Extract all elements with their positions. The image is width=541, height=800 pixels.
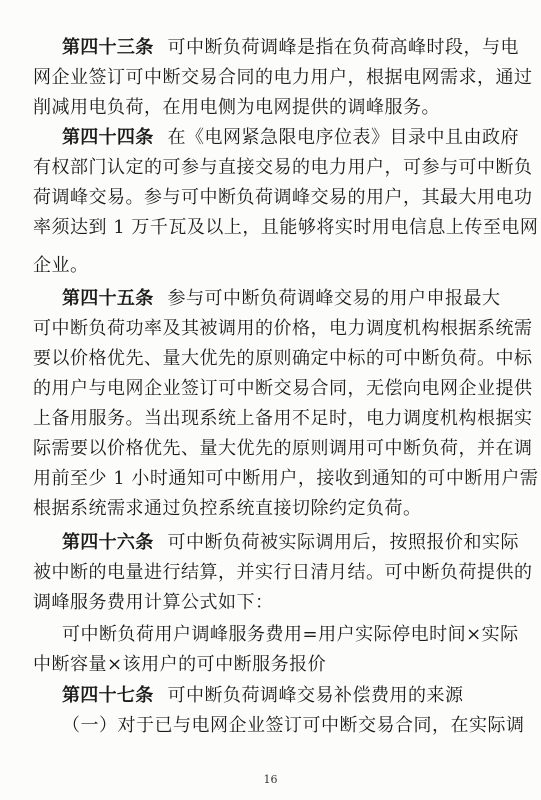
- article-45-text: 参与可中断负荷调峰交易的用户申报最大: [167, 288, 501, 309]
- article-46-line-2: 被中断的电量进行结算，并实行日清月结。可中断负荷提供的: [33, 562, 533, 583]
- article-45-line-3: 要以价格优先、量大优先的原则确定中标的可中断负荷。中标: [33, 348, 533, 369]
- article-47-item-1: （一）对于已与电网企业签订可中断交易合同，在实际调: [62, 715, 525, 736]
- article-45-line-4: 的用户与电网企业签订可中断交易合同，无偿向电网企业提供: [33, 378, 533, 399]
- article-43-line-2: 网企业签订可中断交易合同的电力用户，根据电网需求，通过: [33, 67, 533, 88]
- article-45-line-6: 际需要以价格优先、量大优先的原则调用可中断负荷，并在调: [33, 438, 533, 459]
- article-44-line-1: [62, 126, 519, 150]
- article-47-title: 第四十七条: [62, 685, 154, 706]
- article-43-title: 第四十三条: [62, 37, 154, 58]
- article-44-line-5: 企业。: [33, 255, 89, 276]
- article-46-formula-line-1: 可中断负荷用户调峰服务费用=用户实际停电时间×实际: [62, 624, 519, 645]
- article-44-line-4: 率须达到 1 万千瓦及以上，且能够将实时用电信息上传至电网: [33, 217, 539, 238]
- article-45-line-2: 可中断负荷功率及其被调用的价格，电力调度机构根据系统需: [33, 318, 533, 339]
- article-46-formula-line-2: 中断容量×该用户的可中断服务报价: [33, 654, 327, 675]
- article-43-text: 可中断负荷调峰是指在负荷高峰时段，与电: [167, 37, 519, 58]
- article-43-line-3: 削减用电负荷，在用电侧为电网提供的调峰服务。: [33, 97, 440, 118]
- article-44-line-2: 有权部门认定的可参与直接交易的电力用户，可参与可中断负: [33, 157, 533, 178]
- article-45-line-8: 根据系统需求通过负控系统直接切除约定负荷。: [33, 498, 422, 519]
- article-46-line-1: [62, 531, 519, 555]
- article-44-title: 第四十四条: [62, 127, 154, 148]
- article-45-line-5: 上备用服务。当出现系统上备用不足时，电力调度机构根据实: [33, 408, 533, 429]
- article-47-line-1: [62, 684, 464, 708]
- article-47-text: 可中断负荷调峰交易补偿费用的来源: [167, 685, 464, 706]
- article-46-line-3: 调峰服务费用计算公式如下：: [33, 592, 274, 613]
- article-44-text: 在《电网紧急限电序位表》目录中且由政府: [167, 127, 519, 148]
- page-number: 16: [263, 773, 278, 786]
- article-43-line-1: [62, 36, 519, 60]
- article-45-line-7: 用前至少 1 小时通知可中断用户，接收到通知的可中断用户需: [33, 468, 539, 489]
- article-46-title: 第四十六条: [62, 532, 154, 553]
- article-44-line-3: 荷调峰交易。参与可中断负荷调峰交易的用户，其最大用电功: [33, 187, 533, 208]
- article-46-text: 可中断负荷被实际调用后，按照报价和实际: [167, 532, 519, 553]
- article-45-title: 第四十五条: [62, 288, 154, 309]
- article-45-line-1: [62, 287, 501, 311]
